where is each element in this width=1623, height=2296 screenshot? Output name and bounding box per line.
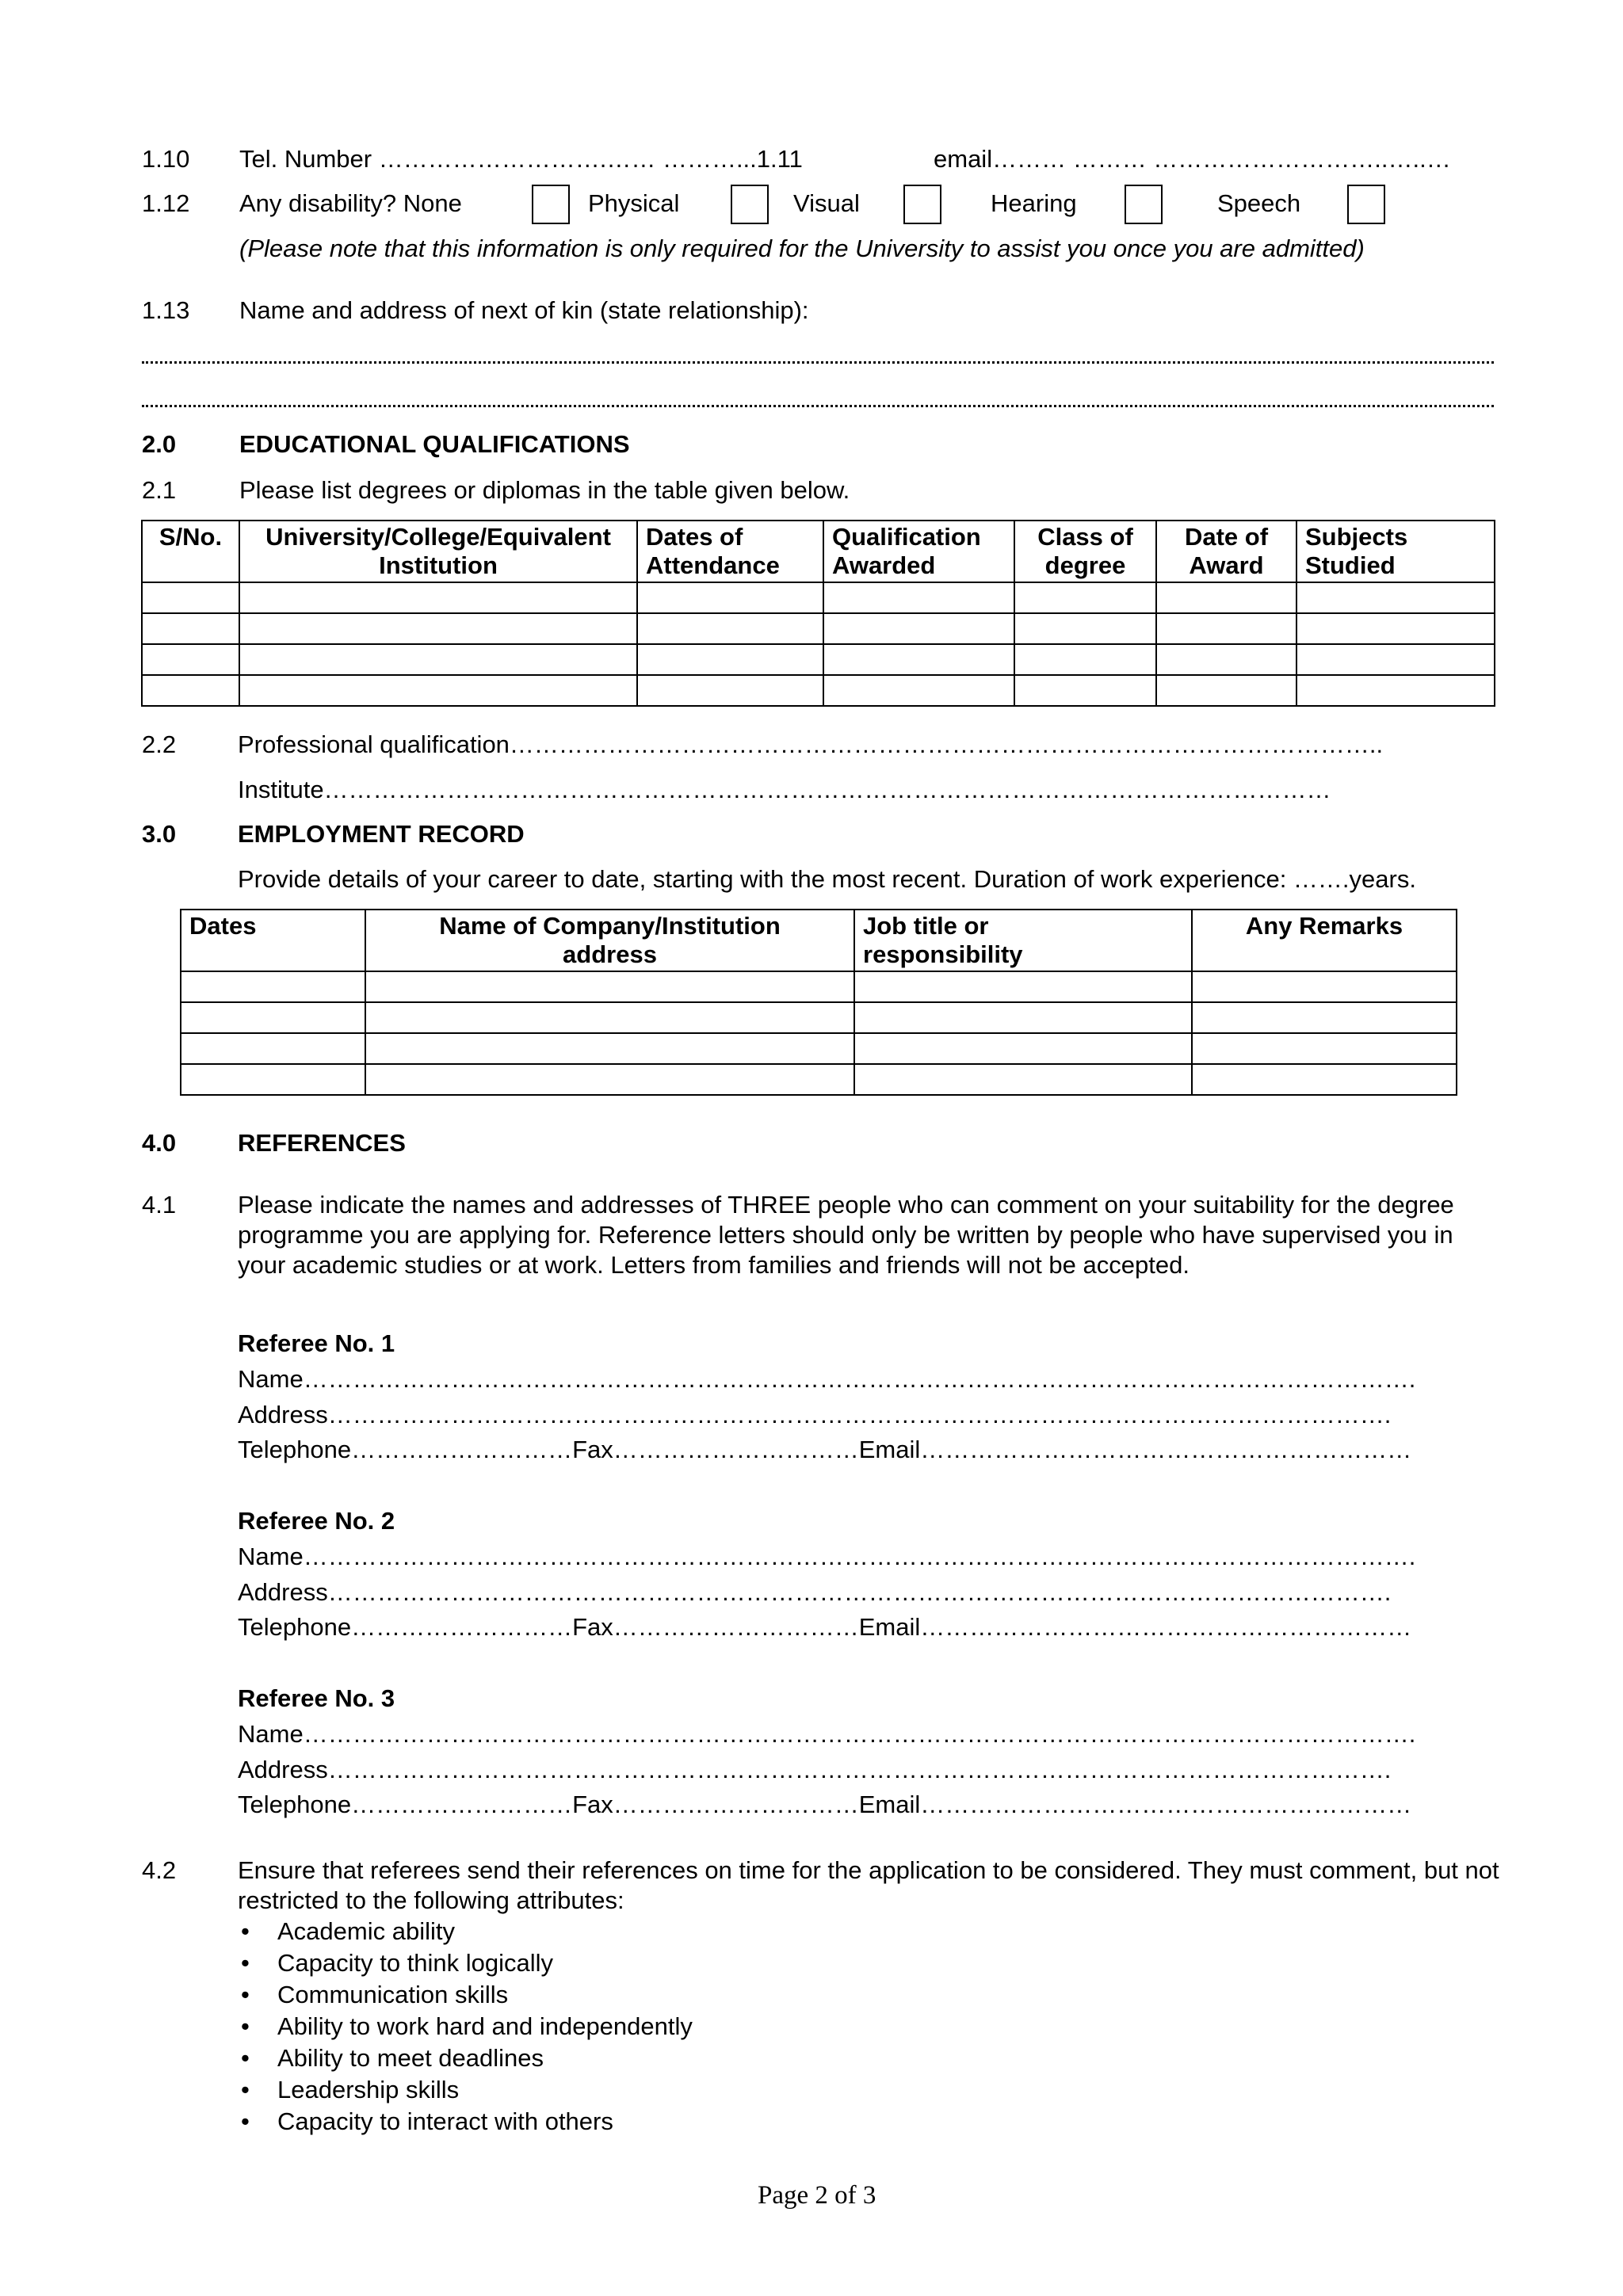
section-number: 4.2 — [142, 1856, 177, 1884]
visual-label: Visual — [793, 189, 860, 217]
professional-qualification-field[interactable]: Professional qualification…………………………………………………………………………………………….. — [238, 730, 1384, 758]
employment-instruction: Provide details of your career to date, starting with the most recent. Duration of work experience: …….years. — [238, 865, 1416, 893]
institute-field[interactable]: Institute…………………………………………………………………………………………………………… — [238, 776, 1331, 803]
table-cell[interactable] — [365, 1002, 854, 1033]
attributes-list — [238, 1916, 693, 2138]
referee-3-title: Referee No. 3 — [238, 1684, 395, 1712]
table-cell[interactable] — [823, 644, 1014, 675]
section-title-references: REFERENCES — [238, 1129, 406, 1157]
table-cell[interactable] — [181, 1033, 365, 1064]
table-cell[interactable] — [823, 675, 1014, 706]
table-cell[interactable] — [239, 582, 637, 613]
table-cell[interactable] — [637, 582, 823, 613]
degrees-instruction: Please list degrees or diplomas in the table given below. — [239, 476, 850, 504]
col-header-job-title: Job title or responsibility — [854, 910, 1192, 971]
col-header-remarks: Any Remarks — [1192, 910, 1457, 971]
education-table — [141, 520, 1495, 707]
list-item: • Leadership skills — [238, 2074, 693, 2106]
checkbox-hearing[interactable] — [1125, 185, 1163, 224]
list-item: • Academic ability — [238, 1916, 693, 1947]
checkbox-none[interactable] — [532, 185, 570, 224]
attributes-instruction: Ensure that referees send their references on time for the application to be considered. They must comment, but not restricted to the following attributes: — [238, 1856, 1499, 1914]
table-cell[interactable] — [854, 1064, 1192, 1095]
email-field[interactable]: email……… ……… ………………………..…..… — [934, 145, 1451, 173]
section-number: 4.1 — [142, 1191, 177, 1219]
table-cell[interactable] — [854, 971, 1192, 1002]
list-item: • Ability to work hard and independently — [238, 2011, 693, 2042]
list-item: • Capacity to interact with others — [238, 2106, 693, 2138]
table-row — [142, 582, 1495, 613]
col-header-award-date: Date of Award — [1156, 521, 1296, 582]
table-row — [181, 1002, 1457, 1033]
col-header-company: Name of Company/Institution address — [365, 910, 854, 971]
referee-1-contact-field[interactable]: Telephone………………………Fax…………………………Email…………………………………………………… — [238, 1436, 1412, 1463]
table-cell[interactable] — [142, 675, 239, 706]
referee-3-contact-field[interactable]: Telephone………………………Fax…………………………Email…………………………………………………… — [238, 1791, 1412, 1818]
referee-2-contact-field[interactable]: Telephone………………………Fax…………………………Email…………………………………………………… — [238, 1613, 1412, 1641]
table-cell[interactable] — [854, 1033, 1192, 1064]
table-cell[interactable] — [239, 613, 637, 644]
table-cell[interactable] — [181, 1064, 365, 1095]
referee-2-title: Referee No. 2 — [238, 1507, 395, 1535]
checkbox-physical[interactable] — [731, 185, 769, 224]
table-cell[interactable] — [1296, 644, 1495, 675]
tel-number-field[interactable]: Tel. Number ……………………….…… ………...1.11 — [239, 145, 803, 173]
col-header-dates: Dates — [181, 910, 365, 971]
table-cell[interactable] — [1296, 613, 1495, 644]
table-cell[interactable] — [1156, 644, 1296, 675]
table-header-row — [181, 910, 1457, 971]
table-cell[interactable] — [181, 1002, 365, 1033]
table-row — [142, 644, 1495, 675]
table-cell[interactable] — [142, 613, 239, 644]
next-of-kin-line-2[interactable] — [142, 405, 1494, 407]
col-header-institution: University/College/Equivalent Institution — [239, 521, 637, 582]
section-title-education: EDUCATIONAL QUALIFICATIONS — [239, 430, 630, 458]
table-cell[interactable] — [1192, 971, 1457, 1002]
section-number: 1.10 — [142, 145, 190, 173]
table-cell[interactable] — [1014, 582, 1156, 613]
referee-3-name-field[interactable]: Name………………………………………………………………………………………………………………………. — [238, 1720, 1416, 1748]
section-number: 2.2 — [142, 730, 177, 758]
table-cell[interactable] — [1192, 1002, 1457, 1033]
section-number: 1.13 — [142, 296, 190, 324]
speech-label: Speech — [1217, 189, 1301, 217]
table-cell[interactable] — [1014, 644, 1156, 675]
table-cell[interactable] — [1156, 582, 1296, 613]
table-cell[interactable] — [1296, 582, 1495, 613]
hearing-label: Hearing — [991, 189, 1077, 217]
page-number: Page 2 of 3 — [758, 2181, 876, 2210]
col-header-sno: S/No. — [142, 521, 239, 582]
table-row — [181, 971, 1457, 1002]
next-of-kin-label: Name and address of next of kin (state relationship): — [239, 296, 809, 324]
table-header-row — [142, 521, 1495, 582]
section-number: 2.1 — [142, 476, 177, 504]
section-title-employment: EMPLOYMENT RECORD — [238, 820, 525, 848]
employment-table — [180, 909, 1457, 1096]
disability-note: (Please note that this information is only required for the University to assist you once you are admitted) — [239, 235, 1365, 262]
table-cell[interactable] — [1296, 675, 1495, 706]
col-header-dates: Dates of Attendance — [637, 521, 823, 582]
disability-label: Any disability? None — [239, 189, 462, 217]
table-row — [181, 1033, 1457, 1064]
table-cell[interactable] — [1014, 613, 1156, 644]
referee-1-address-field[interactable]: Address…………………………………………………………………………………………………………………. — [238, 1401, 1392, 1428]
next-of-kin-line-1[interactable] — [142, 361, 1494, 364]
table-cell[interactable] — [239, 675, 637, 706]
table-cell[interactable] — [1156, 675, 1296, 706]
references-instruction: Please indicate the names and addresses of THREE people who can comment on your suitability for the degree programme you are applying for. Reference letters should only be written by people who have supervised you in your academic studies or at work. Letters from families and friends will not be accepted. — [238, 1191, 1454, 1279]
checkbox-speech[interactable] — [1347, 185, 1385, 224]
table-cell[interactable] — [823, 613, 1014, 644]
list-item: • Capacity to think logically — [238, 1947, 693, 1979]
list-item: • Communication skills — [238, 1979, 693, 2011]
table-cell[interactable] — [637, 644, 823, 675]
table-row — [142, 613, 1495, 644]
table-cell[interactable] — [1014, 675, 1156, 706]
checkbox-visual[interactable] — [903, 185, 941, 224]
table-cell[interactable] — [365, 1033, 854, 1064]
table-row — [142, 675, 1495, 706]
referee-1-title: Referee No. 1 — [238, 1329, 395, 1357]
table-cell[interactable] — [823, 582, 1014, 613]
table-cell[interactable] — [365, 971, 854, 1002]
referee-1-name-field[interactable]: Name………………………………………………………………………………………………………………………. — [238, 1365, 1416, 1393]
table-cell[interactable] — [1156, 613, 1296, 644]
col-header-qualification: Qualification Awarded — [823, 521, 1014, 582]
table-cell[interactable] — [637, 613, 823, 644]
table-cell[interactable] — [1192, 1064, 1457, 1095]
table-cell[interactable] — [637, 675, 823, 706]
referee-2-name-field[interactable]: Name………………………………………………………………………………………………………………………. — [238, 1543, 1416, 1570]
table-row — [181, 1064, 1457, 1095]
table-cell[interactable] — [239, 644, 637, 675]
section-number: 1.12 — [142, 189, 190, 217]
referee-3-address-field[interactable]: Address…………………………………………………………………………………………………………………. — [238, 1756, 1392, 1783]
col-header-subjects: Subjects Studied — [1296, 521, 1495, 582]
table-cell[interactable] — [1192, 1033, 1457, 1064]
referee-2-address-field[interactable]: Address…………………………………………………………………………………………………………………. — [238, 1578, 1392, 1606]
table-cell[interactable] — [181, 971, 365, 1002]
list-item: • Ability to meet deadlines — [238, 2042, 693, 2074]
table-cell[interactable] — [365, 1064, 854, 1095]
section-number: 2.0 — [142, 430, 177, 458]
table-cell[interactable] — [854, 1002, 1192, 1033]
table-cell[interactable] — [142, 582, 239, 613]
section-number: 4.0 — [142, 1129, 177, 1157]
physical-label: Physical — [588, 189, 680, 217]
section-number: 3.0 — [142, 820, 177, 848]
table-cell[interactable] — [142, 644, 239, 675]
col-header-class: Class of degree — [1014, 521, 1156, 582]
